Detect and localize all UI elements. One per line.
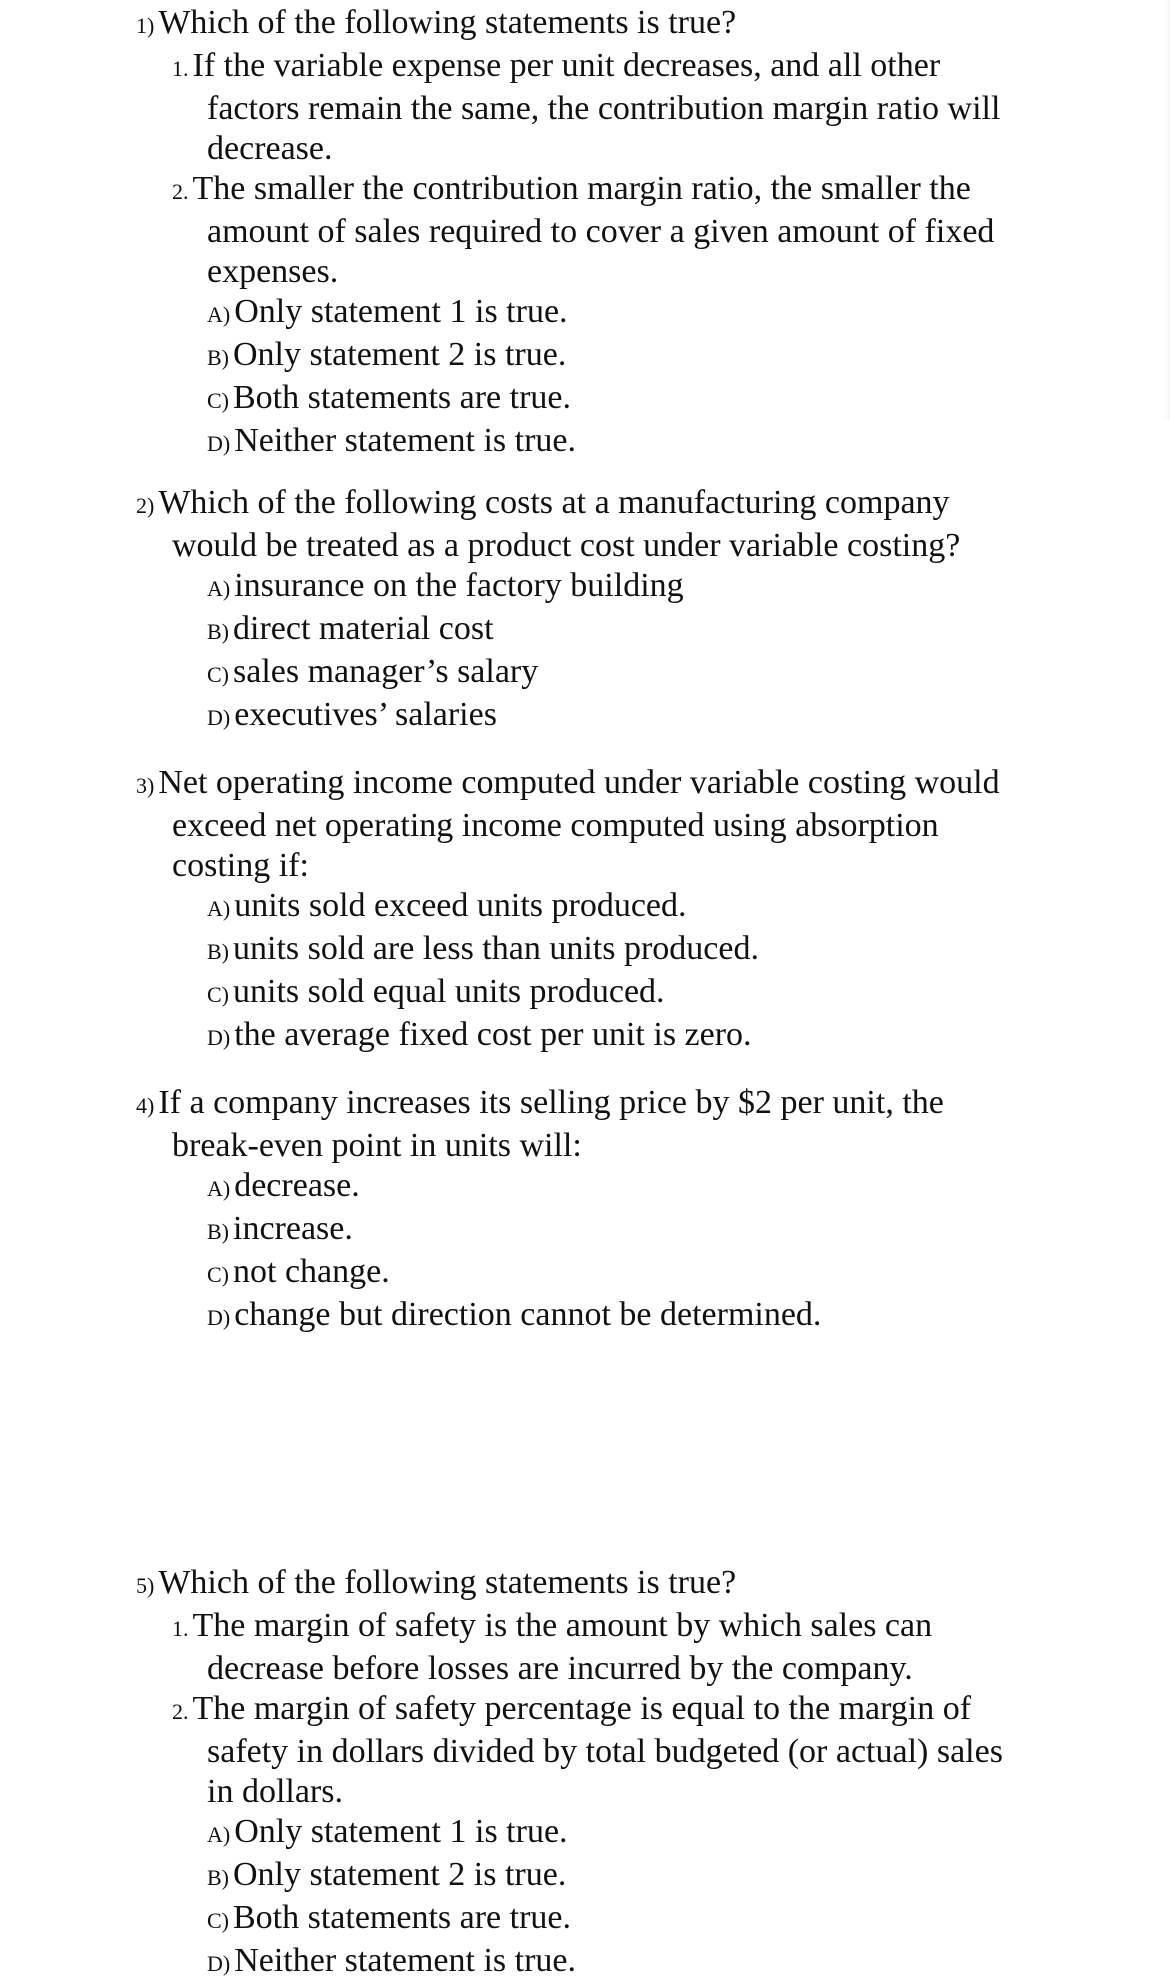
option-b[interactable]	[136, 1209, 1036, 1252]
option-b[interactable]	[136, 335, 1036, 378]
question-number: 5)	[136, 1573, 155, 1598]
option-text: executives’ salaries	[234, 696, 497, 733]
question-text: If a company increases its selling price by $2 per unit, the	[158, 1084, 944, 1121]
statement-text-continued: expenses.	[207, 253, 339, 290]
option-text: Neither statement is true.	[234, 1942, 576, 1979]
option-letter: C)	[207, 662, 229, 687]
option-b[interactable]	[136, 1855, 1036, 1898]
option-d[interactable]	[136, 695, 1036, 738]
option-text: sales manager’s salary	[233, 653, 539, 690]
option-text: not change.	[233, 1253, 390, 1290]
option-letter: A)	[207, 1176, 231, 1201]
option-text: decrease.	[234, 1167, 360, 1204]
question-2	[136, 483, 1036, 738]
option-text: Only statement 2 is true.	[233, 336, 567, 373]
question-5	[136, 1563, 1036, 1984]
question-stem	[136, 1563, 1036, 1606]
question-number: 1)	[136, 13, 155, 38]
option-text: Only statement 1 is true.	[234, 293, 568, 330]
option-letter: A)	[207, 576, 231, 601]
question-text: Which of the following costs at a manufacturing company	[158, 484, 950, 521]
statement-text-continued: in dollars.	[207, 1773, 343, 1810]
option-letter: B)	[207, 345, 229, 370]
option-letter: C)	[207, 388, 229, 413]
option-c[interactable]	[136, 378, 1036, 421]
option-a[interactable]	[136, 292, 1036, 335]
option-letter: D)	[207, 1305, 231, 1330]
option-d[interactable]	[136, 1941, 1036, 1984]
question-number: 4)	[136, 1093, 155, 1118]
question-text: Which of the following statements is true?	[158, 1564, 737, 1601]
option-letter: C)	[207, 1908, 229, 1933]
option-letter: D)	[207, 1951, 231, 1976]
question-text: Net operating income computed under variable costing would	[158, 764, 1000, 801]
question-stem	[136, 763, 1036, 806]
statement-text-continued: factors remain the same, the contribution margin ratio will	[207, 90, 1001, 127]
option-text: the average fixed cost per unit is zero.	[234, 1016, 752, 1053]
option-text: change but direction cannot be determined.	[234, 1296, 822, 1333]
question-number: 3)	[136, 773, 155, 798]
statement-1	[136, 1606, 1036, 1649]
statement-text-continued: decrease before losses are incurred by the company.	[207, 1650, 913, 1687]
question-4	[136, 1083, 1036, 1338]
question-1	[136, 3, 1036, 464]
statement-text: If the variable expense per unit decreases, and all other	[192, 47, 941, 84]
option-text: Both statements are true.	[233, 1899, 572, 1936]
page-edge-shadow	[1164, 0, 1170, 420]
option-letter: A)	[207, 302, 231, 327]
statement-number: 2.	[172, 1699, 189, 1724]
option-text: Both statements are true.	[233, 379, 572, 416]
option-text: units sold are less than units produced.	[233, 930, 759, 967]
option-letter: D)	[207, 1025, 231, 1050]
option-d[interactable]	[136, 1295, 1036, 1338]
option-letter: A)	[207, 1822, 231, 1847]
option-text: insurance on the factory building	[234, 567, 684, 604]
option-letter: B)	[207, 1219, 229, 1244]
option-letter: B)	[207, 1865, 229, 1890]
option-text: Neither statement is true.	[234, 422, 576, 459]
option-b[interactable]	[136, 929, 1036, 972]
option-text: Only statement 2 is true.	[233, 1856, 567, 1893]
option-c[interactable]	[136, 1898, 1036, 1941]
option-letter: B)	[207, 619, 229, 644]
statement-text: The smaller the contribution margin ratio, the smaller the	[192, 170, 971, 207]
option-a[interactable]	[136, 1166, 1036, 1209]
statement-text: The margin of safety percentage is equal to the margin of	[192, 1690, 972, 1727]
statement-number: 1.	[172, 1616, 189, 1641]
statement-2	[136, 169, 1036, 212]
statement-text-continued: decrease.	[207, 130, 333, 167]
option-letter: C)	[207, 982, 229, 1007]
option-letter: C)	[207, 1262, 229, 1287]
question-number: 2)	[136, 493, 155, 518]
question-text-continued: would be treated as a product cost under variable costing?	[172, 527, 961, 564]
option-c[interactable]	[136, 972, 1036, 1015]
question-text-continued: exceed net operating income computed using absorption	[172, 807, 939, 844]
question-3	[136, 763, 1036, 1058]
option-letter: B)	[207, 939, 229, 964]
option-text: Only statement 1 is true.	[234, 1813, 568, 1850]
option-d[interactable]	[136, 421, 1036, 464]
question-stem	[136, 3, 1036, 46]
question-text-continued: costing if:	[172, 847, 309, 884]
option-c[interactable]	[136, 652, 1036, 695]
option-c[interactable]	[136, 1252, 1036, 1295]
statement-text-continued: amount of sales required to cover a given amount of fixed	[207, 213, 995, 250]
option-text: increase.	[233, 1210, 353, 1247]
option-letter: D)	[207, 705, 231, 730]
question-text-continued: break-even point in units will:	[172, 1127, 582, 1164]
statement-text: The margin of safety is the amount by which sales can	[192, 1607, 933, 1644]
option-letter: A)	[207, 896, 231, 921]
statement-2	[136, 1689, 1036, 1732]
statement-1	[136, 46, 1036, 89]
question-stem	[136, 1083, 1036, 1126]
option-letter: D)	[207, 431, 231, 456]
statement-number: 2.	[172, 179, 189, 204]
option-text: units sold exceed units produced.	[234, 887, 687, 924]
question-text: Which of the following statements is true?	[158, 4, 737, 41]
option-a[interactable]	[136, 1812, 1036, 1855]
option-a[interactable]	[136, 886, 1036, 929]
option-d[interactable]	[136, 1015, 1036, 1058]
statement-number: 1.	[172, 56, 189, 81]
question-stem	[136, 483, 1036, 526]
option-b[interactable]	[136, 609, 1036, 652]
statement-text-continued: safety in dollars divided by total budgeted (or actual) sales	[207, 1733, 1003, 1770]
option-text: direct material cost	[233, 610, 494, 647]
option-text: units sold equal units produced.	[233, 973, 665, 1010]
option-a[interactable]	[136, 566, 1036, 609]
